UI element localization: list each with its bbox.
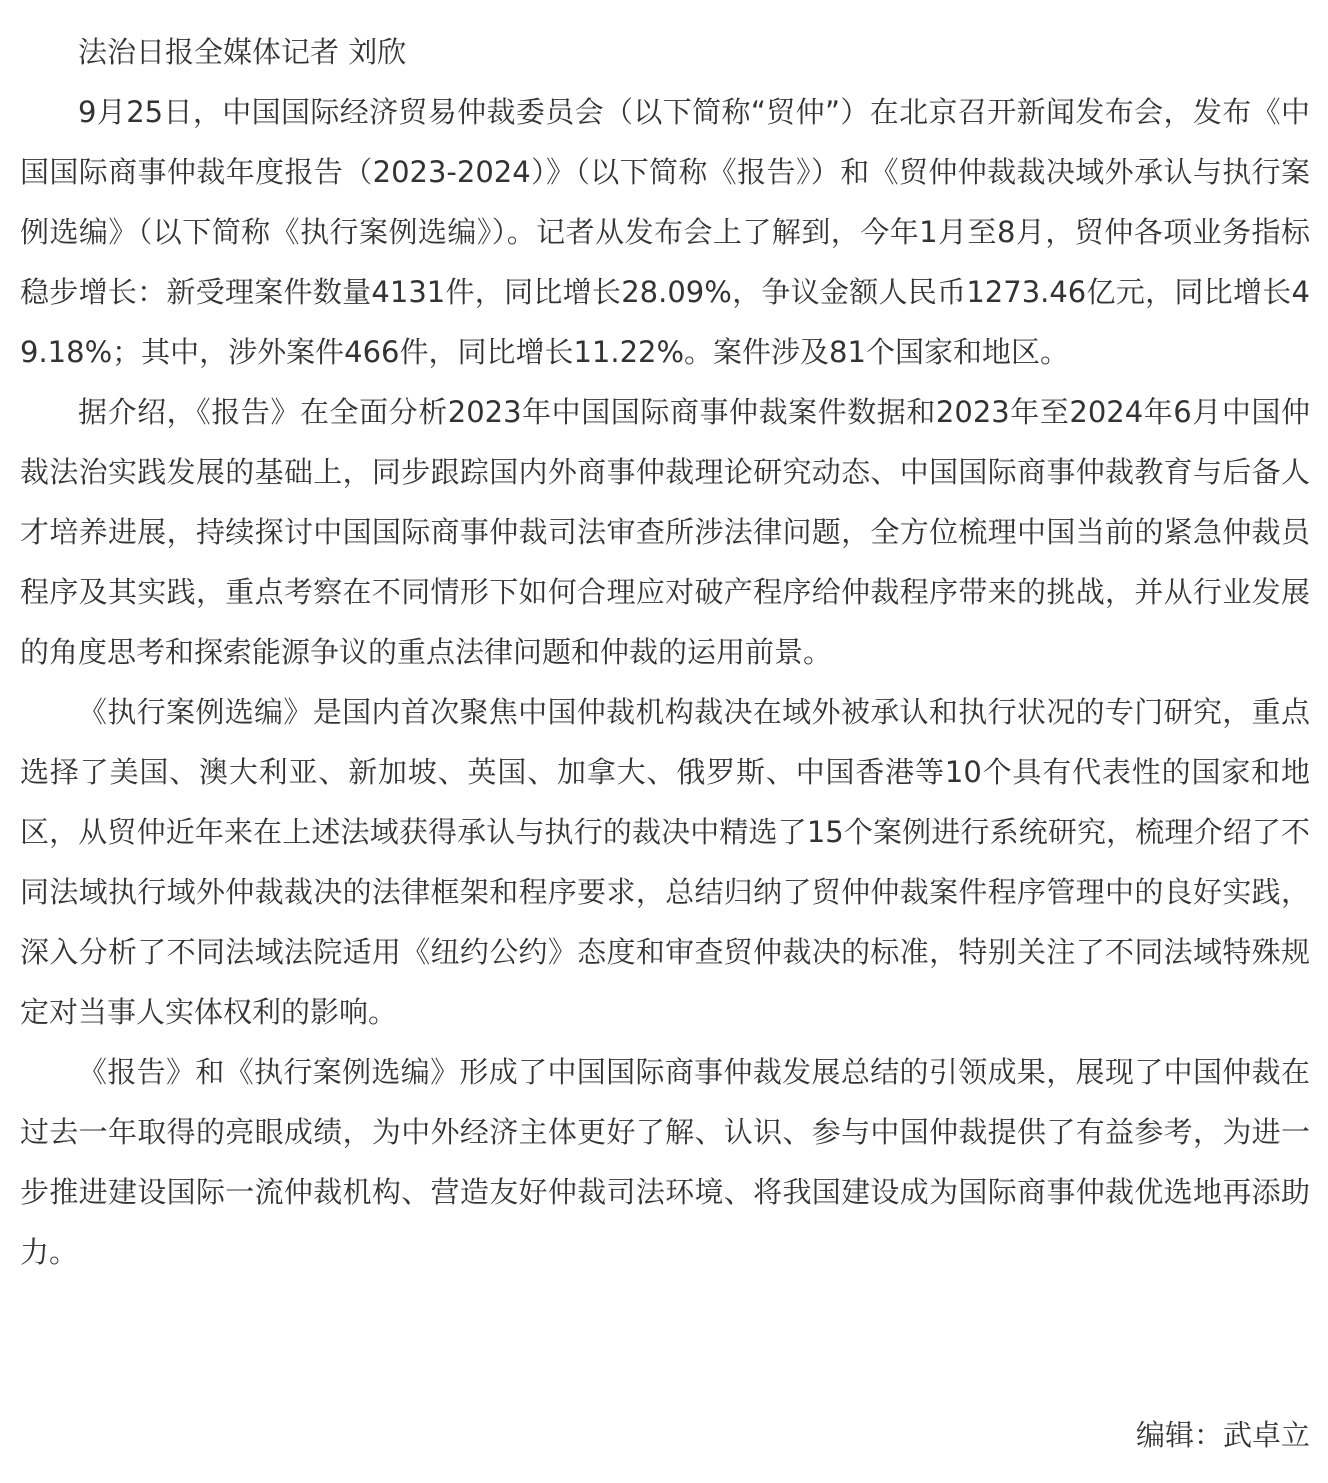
paragraph-3: 《执行案例选编》是国内首次聚焦中国仲裁机构裁决在域外被承认和执行状况的专门研究，重点选择了美国、澳大利亚、新加坡、英国、加拿大、俄罗斯、中国香港等10个具有代表性的国家和地区，从贸仲近年来在上述法域获得承认与执行的裁决中精选了15个案例进行系统研究，梳理介绍了不同法域执行域外仲裁裁决的法律框架和程序要求，总结归纳了贸仲仲裁案件程序管理中的良好实践，深入分析了不同法域法院适用《纽约公约》态度和审查贸仲裁决的标准，特别关注了不同法域特殊规定对当事人实体权利的影响。 bbox=[20, 695, 1310, 1029]
editor-credit: 编辑：武卓立 bbox=[1135, 1418, 1310, 1452]
paragraph-1: 9月25日，中国国际经济贸易仲裁委员会（以下简称“贸仲”）在北京召开新闻发布会，发布《中国国际商事仲裁年度报告（2023-2024）》（以下简称《报告》）和《贸仲仲裁裁决域外承认与执行案例选编》（以下简称《执行案例选编》）。记者从发布会上了解到，今年1月至8月，贸仲各项业务指标稳步增长：新受理案件数量4131件，同比增长28.09%，争议金额人民币1273.46亿元，同比增长49.18%；其中，涉外案件466件，同比增长11.22%。案件涉及81个国家和地区。 bbox=[20, 95, 1310, 369]
article-body bbox=[20, 22, 1310, 1282]
paragraph-4: 《报告》和《执行案例选编》形成了中国国际商事仲裁发展总结的引领成果，展现了中国仲裁在过去一年取得的亮眼成绩，为中外经济主体更好了解、认识、参与中国仲裁提供了有益参考，为进一步推进建设国际一流仲裁机构、营造友好仲裁司法环境、将我国建设成为国际商事仲裁优选地再添助力。 bbox=[20, 1055, 1310, 1269]
paragraph-2: 据介绍，《报告》在全面分析2023年中国国际商事仲裁案件数据和2023年至2024年6月中国仲裁法治实践发展的基础上，同步跟踪国内外商事仲裁理论研究动态、中国国际商事仲裁教育与后备人才培养进展，持续探讨中国国际商事仲裁司法审查所涉法律问题，全方位梳理中国当前的紧急仲裁员程序及其实践，重点考察在不同情形下如何合理应对破产程序给仲裁程序带来的挑战，并从行业发展的角度思考和探索能源争议的重点法律问题和仲裁的运用前景。 bbox=[20, 395, 1310, 669]
byline: 法治日报全媒体记者 刘欣 bbox=[78, 35, 407, 69]
